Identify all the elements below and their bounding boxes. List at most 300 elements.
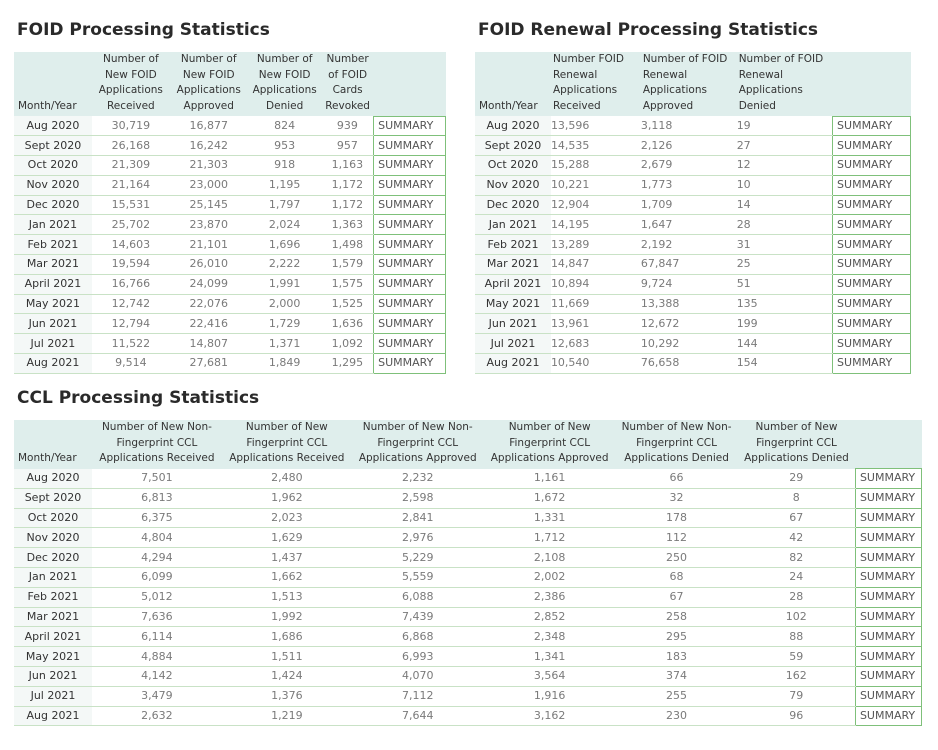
table-row	[14, 607, 922, 627]
value-cell: 79	[738, 686, 856, 706]
value-cell: 112	[616, 528, 738, 548]
month-cell: Nov 2020	[14, 528, 92, 548]
table-row	[475, 235, 911, 255]
summary-link[interactable]: SUMMARY	[833, 136, 911, 156]
value-cell: 67	[616, 587, 738, 607]
value-cell: 258	[616, 607, 738, 627]
summary-link[interactable]: SUMMARY	[833, 156, 911, 176]
value-cell: 25,145	[170, 195, 248, 215]
value-cell: 7,439	[352, 607, 484, 627]
month-cell: April 2021	[14, 274, 92, 294]
value-cell: 11,669	[551, 294, 641, 314]
summary-link[interactable]: SUMMARY	[855, 686, 921, 706]
value-cell: 3,564	[484, 666, 616, 686]
summary-link[interactable]: SUMMARY	[855, 567, 921, 587]
value-cell: 1,172	[322, 195, 374, 215]
value-cell: 1,773	[641, 175, 737, 195]
summary-link[interactable]: SUMMARY	[855, 706, 921, 726]
value-cell: 1,991	[248, 274, 322, 294]
month-cell: Jan 2021	[475, 215, 551, 235]
month-cell: Feb 2021	[14, 587, 92, 607]
table-row	[14, 195, 446, 215]
month-cell: Mar 2021	[14, 607, 92, 627]
value-cell: 15,288	[551, 156, 641, 176]
value-cell: 135	[737, 294, 833, 314]
table-row	[14, 255, 446, 275]
value-cell: 6,088	[352, 587, 484, 607]
table-row	[475, 136, 911, 156]
value-cell: 4,884	[92, 647, 222, 667]
value-cell: 939	[322, 116, 374, 136]
table-row	[475, 274, 911, 294]
value-cell: 2,976	[352, 528, 484, 548]
value-cell: 28	[737, 215, 833, 235]
value-cell: 6,375	[92, 508, 222, 528]
table-row	[475, 215, 911, 235]
summary-link[interactable]: SUMMARY	[855, 647, 921, 667]
table-row	[14, 548, 922, 568]
summary-link[interactable]: SUMMARY	[833, 334, 911, 354]
table-row	[475, 354, 911, 374]
value-cell: 14,603	[92, 235, 170, 255]
value-cell: 1,579	[322, 255, 374, 275]
summary-link[interactable]: SUMMARY	[374, 235, 446, 255]
summary-link[interactable]: SUMMARY	[855, 607, 921, 627]
table-row	[14, 706, 922, 726]
value-cell: 67	[738, 508, 856, 528]
ccl-table	[14, 420, 922, 726]
month-cell: Aug 2020	[475, 116, 551, 136]
month-cell: Aug 2021	[14, 706, 92, 726]
table-row	[475, 334, 911, 354]
summary-link[interactable]: SUMMARY	[833, 294, 911, 314]
value-cell: 12,742	[92, 294, 170, 314]
value-cell: 6,993	[352, 647, 484, 667]
value-cell: 178	[616, 508, 738, 528]
month-cell: Jul 2021	[14, 686, 92, 706]
value-cell: 1,295	[322, 354, 374, 374]
value-cell: 1,686	[222, 627, 352, 647]
value-cell: 2,192	[641, 235, 737, 255]
table-row	[475, 195, 911, 215]
col-summary	[855, 420, 921, 469]
summary-link[interactable]: SUMMARY	[833, 235, 911, 255]
col-renewal-received: Number FOID Renewal Applications Received	[551, 52, 641, 116]
foid-table	[14, 52, 446, 374]
value-cell: 26,010	[170, 255, 248, 275]
table-row	[475, 314, 911, 334]
col-summary	[833, 52, 911, 116]
value-cell: 183	[616, 647, 738, 667]
value-cell: 3,479	[92, 686, 222, 706]
value-cell: 16,766	[92, 274, 170, 294]
month-cell: Aug 2021	[475, 354, 551, 374]
value-cell: 1,992	[222, 607, 352, 627]
value-cell: 13,289	[551, 235, 641, 255]
col-renewal-denied: Number of FOID Renewal Applications Denied	[737, 52, 833, 116]
table-row	[475, 116, 911, 136]
value-cell: 2,000	[248, 294, 322, 314]
value-cell: 8	[738, 488, 856, 508]
month-cell: May 2021	[14, 294, 92, 314]
table-row	[14, 156, 446, 176]
month-cell: Sept 2020	[475, 136, 551, 156]
table-row	[14, 235, 446, 255]
summary-link[interactable]: SUMMARY	[855, 469, 921, 489]
value-cell: 67,847	[641, 255, 737, 275]
value-cell: 19	[737, 116, 833, 136]
ccl-title: CCL Processing Statistics	[17, 388, 260, 408]
value-cell: 12	[737, 156, 833, 176]
value-cell: 1,371	[248, 334, 322, 354]
value-cell: 1,363	[322, 215, 374, 235]
value-cell: 13,388	[641, 294, 737, 314]
table-row	[14, 666, 922, 686]
value-cell: 1,849	[248, 354, 322, 374]
value-cell: 96	[738, 706, 856, 726]
value-cell: 3,118	[641, 116, 737, 136]
summary-link[interactable]: SUMMARY	[833, 354, 911, 374]
value-cell: 7,501	[92, 469, 222, 489]
col-nonfp-approved: Number of New Non-Fingerprint CCL Applications Approved	[352, 420, 484, 469]
value-cell: 4,142	[92, 666, 222, 686]
col-fp-received: Number of New Fingerprint CCL Applications Received	[222, 420, 352, 469]
value-cell: 2,002	[484, 567, 616, 587]
table-row	[14, 274, 446, 294]
value-cell: 22,416	[170, 314, 248, 334]
value-cell: 24,099	[170, 274, 248, 294]
value-cell: 2,023	[222, 508, 352, 528]
table-row	[14, 567, 922, 587]
value-cell: 1,511	[222, 647, 352, 667]
value-cell: 10,894	[551, 274, 641, 294]
value-cell: 1,797	[248, 195, 322, 215]
summary-link[interactable]: SUMMARY	[855, 627, 921, 647]
summary-link[interactable]: SUMMARY	[374, 175, 446, 195]
value-cell: 51	[737, 274, 833, 294]
value-cell: 1,437	[222, 548, 352, 568]
value-cell: 1,647	[641, 215, 737, 235]
month-cell: Jan 2021	[14, 567, 92, 587]
table-row	[14, 294, 446, 314]
value-cell: 27,681	[170, 354, 248, 374]
table-row	[14, 334, 446, 354]
value-cell: 16,877	[170, 116, 248, 136]
value-cell: 14	[737, 195, 833, 215]
summary-link[interactable]: SUMMARY	[833, 255, 911, 275]
month-cell: Sept 2020	[14, 488, 92, 508]
month-cell: Jul 2021	[475, 334, 551, 354]
table-row	[475, 156, 911, 176]
summary-link[interactable]: SUMMARY	[374, 274, 446, 294]
summary-link[interactable]: SUMMARY	[855, 548, 921, 568]
value-cell: 31	[737, 235, 833, 255]
month-cell: Feb 2021	[14, 235, 92, 255]
value-cell: 76,658	[641, 354, 737, 374]
value-cell: 10,540	[551, 354, 641, 374]
summary-link[interactable]: SUMMARY	[833, 274, 911, 294]
value-cell: 5,559	[352, 567, 484, 587]
table-row	[14, 175, 446, 195]
col-fp-approved: Number of New Fingerprint CCL Applications Approved	[484, 420, 616, 469]
month-cell: Aug 2020	[14, 469, 92, 489]
value-cell: 23,000	[170, 175, 248, 195]
summary-link[interactable]: SUMMARY	[374, 195, 446, 215]
summary-link[interactable]: SUMMARY	[833, 215, 911, 235]
month-cell: Dec 2020	[14, 195, 92, 215]
table-row	[14, 528, 922, 548]
value-cell: 1,696	[248, 235, 322, 255]
table-row	[14, 488, 922, 508]
value-cell: 13,596	[551, 116, 641, 136]
value-cell: 9,724	[641, 274, 737, 294]
month-cell: Jun 2021	[475, 314, 551, 334]
value-cell: 1,916	[484, 686, 616, 706]
value-cell: 4,294	[92, 548, 222, 568]
value-cell: 5,012	[92, 587, 222, 607]
value-cell: 250	[616, 548, 738, 568]
value-cell: 12,794	[92, 314, 170, 334]
value-cell: 1,172	[322, 175, 374, 195]
value-cell: 5,229	[352, 548, 484, 568]
value-cell: 2,480	[222, 469, 352, 489]
value-cell: 26,168	[92, 136, 170, 156]
summary-link[interactable]: SUMMARY	[855, 528, 921, 548]
value-cell: 1,092	[322, 334, 374, 354]
table-row	[14, 647, 922, 667]
value-cell: 27	[737, 136, 833, 156]
value-cell: 10,292	[641, 334, 737, 354]
value-cell: 255	[616, 686, 738, 706]
month-cell: May 2021	[14, 647, 92, 667]
value-cell: 199	[737, 314, 833, 334]
value-cell: 1,636	[322, 314, 374, 334]
value-cell: 13,961	[551, 314, 641, 334]
value-cell: 1,331	[484, 508, 616, 528]
value-cell: 66	[616, 469, 738, 489]
table-row	[14, 686, 922, 706]
value-cell: 1,712	[484, 528, 616, 548]
value-cell: 2,841	[352, 508, 484, 528]
month-cell: May 2021	[475, 294, 551, 314]
summary-link[interactable]: SUMMARY	[374, 156, 446, 176]
table-row	[14, 354, 446, 374]
value-cell: 32	[616, 488, 738, 508]
value-cell: 2,386	[484, 587, 616, 607]
month-cell: Oct 2020	[475, 156, 551, 176]
value-cell: 957	[322, 136, 374, 156]
table-row	[14, 627, 922, 647]
value-cell: 2,852	[484, 607, 616, 627]
value-cell: 1,662	[222, 567, 352, 587]
value-cell: 2,108	[484, 548, 616, 568]
month-cell: April 2021	[14, 627, 92, 647]
value-cell: 25	[737, 255, 833, 275]
col-summary	[374, 52, 446, 116]
month-cell: Oct 2020	[14, 156, 92, 176]
value-cell: 1,424	[222, 666, 352, 686]
value-cell: 24	[738, 567, 856, 587]
col-month: Month/Year	[14, 420, 92, 469]
month-cell: Nov 2020	[475, 175, 551, 195]
table-row	[14, 314, 446, 334]
col-new-received: Number of New FOID Applications Received	[92, 52, 170, 116]
summary-link[interactable]: SUMMARY	[833, 116, 911, 136]
value-cell: 25,702	[92, 215, 170, 235]
value-cell: 21,164	[92, 175, 170, 195]
summary-link[interactable]: SUMMARY	[374, 116, 446, 136]
value-cell: 1,219	[222, 706, 352, 726]
value-cell: 953	[248, 136, 322, 156]
value-cell: 28	[738, 587, 856, 607]
col-fp-denied: Number of New Fingerprint CCL Applications Denied	[738, 420, 856, 469]
summary-link[interactable]: SUMMARY	[374, 294, 446, 314]
month-cell: Jul 2021	[14, 334, 92, 354]
value-cell: 1,498	[322, 235, 374, 255]
value-cell: 6,868	[352, 627, 484, 647]
value-cell: 102	[738, 607, 856, 627]
month-cell: Aug 2020	[14, 116, 92, 136]
value-cell: 7,644	[352, 706, 484, 726]
value-cell: 1,341	[484, 647, 616, 667]
value-cell: 14,195	[551, 215, 641, 235]
value-cell: 68	[616, 567, 738, 587]
value-cell: 1,513	[222, 587, 352, 607]
month-cell: Aug 2021	[14, 354, 92, 374]
value-cell: 2,222	[248, 255, 322, 275]
value-cell: 1,195	[248, 175, 322, 195]
value-cell: 230	[616, 706, 738, 726]
month-cell: Dec 2020	[14, 548, 92, 568]
value-cell: 2,024	[248, 215, 322, 235]
summary-link[interactable]: SUMMARY	[855, 508, 921, 528]
col-nonfp-received: Number of New Non-Fingerprint CCL Applications Received	[92, 420, 222, 469]
value-cell: 14,807	[170, 334, 248, 354]
table-row	[475, 175, 911, 195]
renewal-title: FOID Renewal Processing Statistics	[478, 20, 819, 40]
value-cell: 14,535	[551, 136, 641, 156]
month-cell: Oct 2020	[14, 508, 92, 528]
value-cell: 10	[737, 175, 833, 195]
foid-title: FOID Processing Statistics	[17, 20, 270, 40]
value-cell: 2,632	[92, 706, 222, 726]
value-cell: 10,221	[551, 175, 641, 195]
value-cell: 11,522	[92, 334, 170, 354]
value-cell: 23,870	[170, 215, 248, 235]
value-cell: 15,531	[92, 195, 170, 215]
month-cell: Mar 2021	[475, 255, 551, 275]
value-cell: 88	[738, 627, 856, 647]
value-cell: 19,594	[92, 255, 170, 275]
month-cell: Nov 2020	[14, 175, 92, 195]
value-cell: 1,161	[484, 469, 616, 489]
table-row	[14, 587, 922, 607]
col-nonfp-denied: Number of New Non-Fingerprint CCL Applications Denied	[616, 420, 738, 469]
value-cell: 295	[616, 627, 738, 647]
value-cell: 42	[738, 528, 856, 548]
summary-link[interactable]: SUMMARY	[374, 334, 446, 354]
value-cell: 154	[737, 354, 833, 374]
col-new-approved: Number of New FOID Applications Approved	[170, 52, 248, 116]
value-cell: 1,729	[248, 314, 322, 334]
col-cards-revoked: Number of FOID Cards Revoked	[322, 52, 374, 116]
value-cell: 1,575	[322, 274, 374, 294]
value-cell: 824	[248, 116, 322, 136]
month-cell: Jan 2021	[14, 215, 92, 235]
value-cell: 7,636	[92, 607, 222, 627]
summary-link[interactable]: SUMMARY	[855, 587, 921, 607]
value-cell: 12,672	[641, 314, 737, 334]
summary-link[interactable]: SUMMARY	[374, 215, 446, 235]
value-cell: 29	[738, 469, 856, 489]
value-cell: 2,348	[484, 627, 616, 647]
value-cell: 1,709	[641, 195, 737, 215]
month-cell: Sept 2020	[14, 136, 92, 156]
value-cell: 21,309	[92, 156, 170, 176]
value-cell: 2,232	[352, 469, 484, 489]
table-row	[475, 294, 911, 314]
summary-link[interactable]: SUMMARY	[855, 488, 921, 508]
month-cell: Jun 2021	[14, 666, 92, 686]
summary-link[interactable]: SUMMARY	[374, 314, 446, 334]
value-cell: 2,598	[352, 488, 484, 508]
value-cell: 2,126	[641, 136, 737, 156]
month-cell: Mar 2021	[14, 255, 92, 275]
value-cell: 1,376	[222, 686, 352, 706]
value-cell: 82	[738, 548, 856, 568]
month-cell: Dec 2020	[475, 195, 551, 215]
value-cell: 1,629	[222, 528, 352, 548]
summary-link[interactable]: SUMMARY	[833, 195, 911, 215]
value-cell: 30,719	[92, 116, 170, 136]
value-cell: 59	[738, 647, 856, 667]
value-cell: 6,099	[92, 567, 222, 587]
summary-link[interactable]: SUMMARY	[374, 354, 446, 374]
table-row	[14, 116, 446, 136]
value-cell: 12,904	[551, 195, 641, 215]
value-cell: 6,114	[92, 627, 222, 647]
col-renewal-approved: Number of FOID Renewal Applications Approved	[641, 52, 737, 116]
value-cell: 3,162	[484, 706, 616, 726]
value-cell: 1,163	[322, 156, 374, 176]
value-cell: 12,683	[551, 334, 641, 354]
value-cell: 1,962	[222, 488, 352, 508]
summary-link[interactable]: SUMMARY	[855, 666, 921, 686]
summary-link[interactable]: SUMMARY	[833, 314, 911, 334]
col-month: Month/Year	[14, 52, 92, 116]
value-cell: 4,070	[352, 666, 484, 686]
table-row	[14, 508, 922, 528]
summary-link[interactable]: SUMMARY	[374, 255, 446, 275]
value-cell: 16,242	[170, 136, 248, 156]
value-cell: 2,679	[641, 156, 737, 176]
value-cell: 144	[737, 334, 833, 354]
month-cell: Jun 2021	[14, 314, 92, 334]
table-row	[14, 215, 446, 235]
value-cell: 7,112	[352, 686, 484, 706]
value-cell: 374	[616, 666, 738, 686]
col-month: Month/Year	[475, 52, 551, 116]
summary-link[interactable]: SUMMARY	[833, 175, 911, 195]
summary-link[interactable]: SUMMARY	[374, 136, 446, 156]
table-row	[14, 469, 922, 489]
value-cell: 6,813	[92, 488, 222, 508]
value-cell: 4,804	[92, 528, 222, 548]
month-cell: Feb 2021	[475, 235, 551, 255]
value-cell: 9,514	[92, 354, 170, 374]
table-row	[14, 136, 446, 156]
value-cell: 1,525	[322, 294, 374, 314]
